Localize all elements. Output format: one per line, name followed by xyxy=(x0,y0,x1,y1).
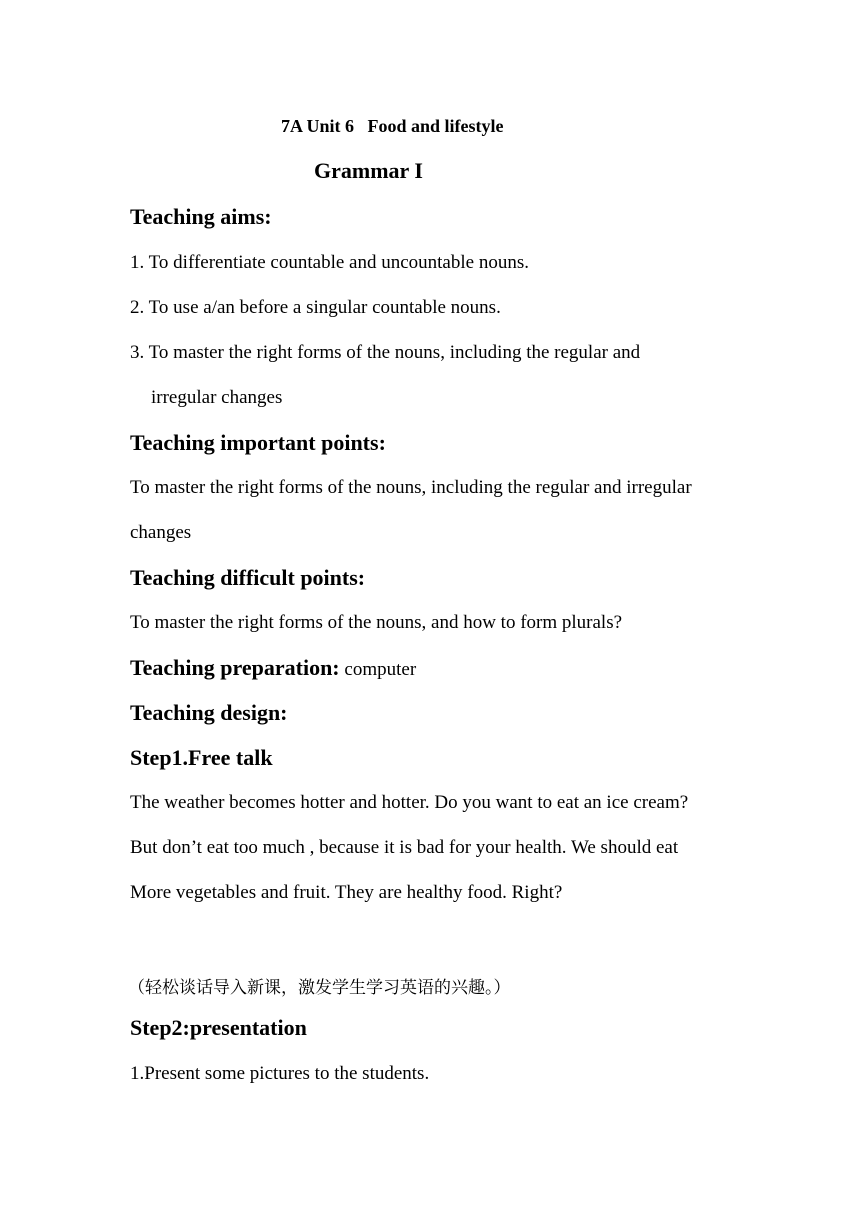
difficult-points-heading: Teaching difficult points: xyxy=(130,565,366,590)
aims-heading: Teaching aims: xyxy=(130,204,272,229)
aims-item: 3. To master the right forms of the nouns, including the regular and xyxy=(130,342,641,363)
step1-heading: Step1.Free talk xyxy=(130,745,273,770)
preparation-heading: Teaching preparation: xyxy=(130,655,340,680)
document-title: 7A Unit 6 Food and lifestyle xyxy=(281,116,504,136)
preparation-value: computer xyxy=(339,659,417,680)
preparation-line xyxy=(130,655,416,681)
step2-heading: Step2:presentation xyxy=(130,1015,307,1040)
aims-item-continued: irregular changes xyxy=(151,387,283,408)
design-heading: Teaching design: xyxy=(130,700,288,725)
important-points-text: To master the right forms of the nouns, including the regular and irregular xyxy=(130,477,692,498)
step1-text: But don’t eat too much , because it is bad for your health. We should eat xyxy=(130,837,679,858)
important-points-heading: Teaching important points: xyxy=(130,430,386,455)
document-subtitle: Grammar I xyxy=(314,158,423,183)
aims-item: 2. To use a/an before a singular countable nouns. xyxy=(130,297,501,318)
step1-note: （轻松谈话导入新课，激发学生学习英语的兴趣。） xyxy=(128,978,511,998)
step2-item: 1.Present some pictures to the students. xyxy=(130,1063,430,1084)
step1-text: The weather becomes hotter and hotter. Do you want to eat an ice cream? xyxy=(130,792,689,813)
step1-text: More vegetables and fruit. They are healthy food. Right? xyxy=(130,882,563,903)
aims-item: 1. To differentiate countable and uncountable nouns. xyxy=(130,252,529,273)
important-points-text: changes xyxy=(130,522,192,543)
difficult-points-text: To master the right forms of the nouns, and how to form plurals? xyxy=(130,612,623,633)
